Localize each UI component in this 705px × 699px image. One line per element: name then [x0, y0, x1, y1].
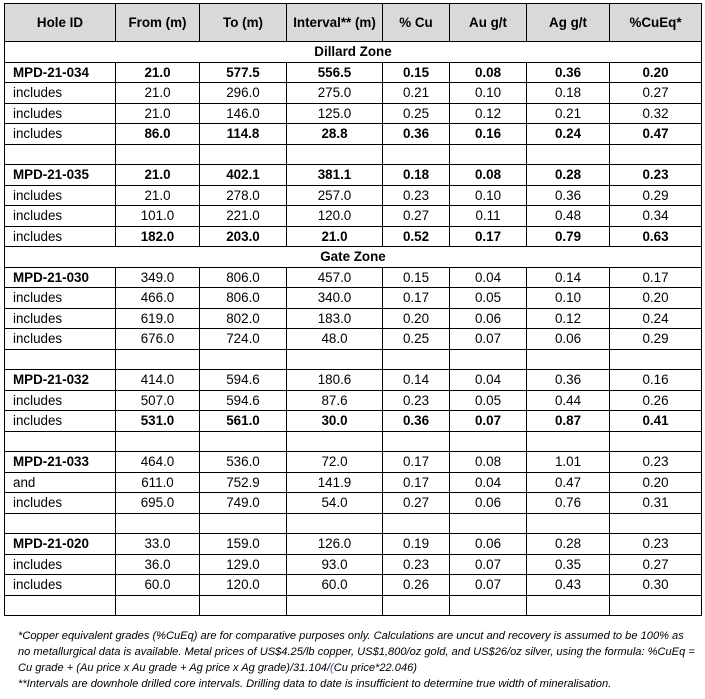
value-cell: 507.0 [116, 390, 200, 411]
value-cell: 0.30 [610, 575, 702, 596]
value-cell: 752.9 [200, 472, 287, 493]
value-cell: 0.23 [610, 165, 702, 186]
value-cell: 120.0 [200, 575, 287, 596]
value-cell: 464.0 [116, 452, 200, 473]
value-cell: 619.0 [116, 308, 200, 329]
table-row [5, 124, 702, 145]
spacer-row [5, 144, 702, 165]
value-cell: 21.0 [116, 62, 200, 83]
empty-cell [610, 144, 702, 165]
value-cell: 561.0 [200, 411, 287, 432]
value-cell: 0.17 [383, 288, 450, 309]
column-header: Interval** (m) [287, 4, 383, 42]
value-cell: 0.18 [383, 165, 450, 186]
value-cell: 0.08 [450, 452, 527, 473]
value-cell: 0.29 [610, 329, 702, 350]
value-cell: 0.28 [527, 534, 610, 555]
table-row [5, 411, 702, 432]
empty-cell [287, 431, 383, 452]
value-cell: 0.04 [450, 267, 527, 288]
value-cell: 0.23 [383, 390, 450, 411]
table-row [5, 554, 702, 575]
value-cell: 54.0 [287, 493, 383, 514]
hole-id-cell: MPD-21-020 [5, 534, 116, 555]
table-row [5, 329, 702, 350]
value-cell: 21.0 [116, 185, 200, 206]
value-cell: 594.6 [200, 390, 287, 411]
empty-cell [383, 513, 450, 534]
value-cell: 0.08 [450, 62, 527, 83]
value-cell: 126.0 [287, 534, 383, 555]
table-row [5, 390, 702, 411]
hole-id-cell: includes [5, 411, 116, 432]
value-cell: 0.12 [527, 308, 610, 329]
table-row [5, 83, 702, 104]
empty-cell [383, 144, 450, 165]
value-cell: 0.21 [383, 83, 450, 104]
hole-id-cell: MPD-21-030 [5, 267, 116, 288]
value-cell: 0.76 [527, 493, 610, 514]
value-cell: 0.34 [610, 206, 702, 227]
hole-id-cell: MPD-21-032 [5, 370, 116, 391]
value-cell: 0.12 [450, 103, 527, 124]
column-header: %CuEq* [610, 4, 702, 42]
empty-cell [287, 349, 383, 370]
value-cell: 0.06 [450, 493, 527, 514]
value-cell: 146.0 [200, 103, 287, 124]
value-cell: 93.0 [287, 554, 383, 575]
value-cell: 0.15 [383, 267, 450, 288]
empty-cell [383, 595, 450, 616]
empty-cell [450, 595, 527, 616]
value-cell: 60.0 [287, 575, 383, 596]
value-cell: 296.0 [200, 83, 287, 104]
empty-cell [610, 431, 702, 452]
empty-cell [116, 349, 200, 370]
value-cell: 60.0 [116, 575, 200, 596]
column-header: Au g/t [450, 4, 527, 42]
value-cell: 0.27 [383, 493, 450, 514]
value-cell: 0.27 [610, 554, 702, 575]
hole-id-cell: includes [5, 288, 116, 309]
empty-cell [200, 431, 287, 452]
table-body [5, 42, 702, 616]
hole-id-cell: includes [5, 83, 116, 104]
column-header: Ag g/t [527, 4, 610, 42]
value-cell: 182.0 [116, 226, 200, 247]
value-cell: 0.52 [383, 226, 450, 247]
empty-cell [200, 513, 287, 534]
empty-cell [5, 144, 116, 165]
table-row [5, 165, 702, 186]
hole-id-cell: includes [5, 124, 116, 145]
empty-cell [116, 431, 200, 452]
assay-results-table [4, 3, 702, 616]
value-cell: 0.21 [527, 103, 610, 124]
value-cell: 594.6 [200, 370, 287, 391]
empty-cell [527, 349, 610, 370]
empty-cell [383, 349, 450, 370]
table-row [5, 308, 702, 329]
empty-cell [5, 431, 116, 452]
footnotes [18, 628, 698, 692]
value-cell: 0.23 [610, 534, 702, 555]
value-cell: 1.01 [527, 452, 610, 473]
zone-header-row [5, 42, 702, 63]
value-cell: 806.0 [200, 267, 287, 288]
value-cell: 381.1 [287, 165, 383, 186]
table-row [5, 206, 702, 227]
value-cell: 0.26 [610, 390, 702, 411]
table-row [5, 370, 702, 391]
value-cell: 0.44 [527, 390, 610, 411]
value-cell: 349.0 [116, 267, 200, 288]
value-cell: 0.17 [383, 472, 450, 493]
value-cell: 101.0 [116, 206, 200, 227]
zone-header-row [5, 247, 702, 268]
value-cell: 33.0 [116, 534, 200, 555]
value-cell: 457.0 [287, 267, 383, 288]
empty-cell [200, 144, 287, 165]
empty-cell [287, 595, 383, 616]
empty-cell [610, 349, 702, 370]
value-cell: 0.20 [383, 308, 450, 329]
value-cell: 0.23 [610, 452, 702, 473]
empty-cell [527, 595, 610, 616]
value-cell: 0.31 [610, 493, 702, 514]
hole-id-cell: includes [5, 185, 116, 206]
value-cell: 340.0 [287, 288, 383, 309]
value-cell: 183.0 [287, 308, 383, 329]
footnote-link-mark: ( [330, 662, 334, 674]
value-cell: 141.9 [287, 472, 383, 493]
empty-cell [450, 144, 527, 165]
empty-cell [450, 431, 527, 452]
spacer-row [5, 595, 702, 616]
value-cell: 221.0 [200, 206, 287, 227]
value-cell: 0.06 [527, 329, 610, 350]
value-cell: 611.0 [116, 472, 200, 493]
value-cell: 0.43 [527, 575, 610, 596]
value-cell: 676.0 [116, 329, 200, 350]
value-cell: 0.20 [610, 472, 702, 493]
value-cell: 802.0 [200, 308, 287, 329]
value-cell: 21.0 [287, 226, 383, 247]
zone-label: Dillard Zone [5, 42, 702, 63]
value-cell: 0.17 [383, 452, 450, 473]
hole-id-cell: includes [5, 226, 116, 247]
value-cell: 806.0 [200, 288, 287, 309]
value-cell: 0.07 [450, 554, 527, 575]
value-cell: 114.8 [200, 124, 287, 145]
value-cell: 0.05 [450, 288, 527, 309]
empty-cell [383, 431, 450, 452]
hole-id-cell: MPD-21-035 [5, 165, 116, 186]
column-header: % Cu [383, 4, 450, 42]
value-cell: 0.26 [383, 575, 450, 596]
value-cell: 28.8 [287, 124, 383, 145]
empty-cell [527, 513, 610, 534]
empty-cell [116, 513, 200, 534]
footnote-intervals: **Intervals are downhole drilled core intervals. Drilling data to date is insufficient to determine true width of mineralisation. [18, 678, 612, 690]
value-cell: 531.0 [116, 411, 200, 432]
value-cell: 30.0 [287, 411, 383, 432]
value-cell: 0.36 [527, 62, 610, 83]
hole-id-cell: MPD-21-034 [5, 62, 116, 83]
hole-id-cell: includes [5, 103, 116, 124]
value-cell: 0.63 [610, 226, 702, 247]
value-cell: 0.32 [610, 103, 702, 124]
value-cell: 0.06 [450, 308, 527, 329]
value-cell: 0.25 [383, 329, 450, 350]
hole-id-cell: includes [5, 206, 116, 227]
value-cell: 0.15 [383, 62, 450, 83]
empty-cell [5, 513, 116, 534]
value-cell: 0.16 [450, 124, 527, 145]
value-cell: 0.36 [383, 124, 450, 145]
value-cell: 48.0 [287, 329, 383, 350]
table-row [5, 185, 702, 206]
table-header-row [5, 4, 702, 42]
value-cell: 0.87 [527, 411, 610, 432]
value-cell: 278.0 [200, 185, 287, 206]
empty-cell [450, 349, 527, 370]
value-cell: 0.07 [450, 329, 527, 350]
value-cell: 536.0 [200, 452, 287, 473]
empty-cell [287, 144, 383, 165]
value-cell: 695.0 [116, 493, 200, 514]
hole-id-cell: and [5, 472, 116, 493]
footnote-cueq: *Copper equivalent grades (%CuEq) are for comparative purposes only. Calculations are uncut and recovery is assumed to be 100% as no metallurgical data is available. Metal prices of US$4.25/lb copper, US$1,800/oz gold, and US$26/oz silver, using the formula: %CuEq = Cu grade + (Au price x Au grade + Ag price x Ag grade)/31.104/(Cu price*22.046) [18, 630, 695, 674]
value-cell: 0.11 [450, 206, 527, 227]
value-cell: 0.06 [450, 534, 527, 555]
empty-cell [200, 595, 287, 616]
table-row [5, 103, 702, 124]
value-cell: 0.14 [527, 267, 610, 288]
value-cell: 0.23 [383, 554, 450, 575]
value-cell: 36.0 [116, 554, 200, 575]
table-row [5, 493, 702, 514]
table-row [5, 472, 702, 493]
value-cell: 0.36 [383, 411, 450, 432]
empty-cell [527, 431, 610, 452]
value-cell: 87.6 [287, 390, 383, 411]
value-cell: 0.04 [450, 472, 527, 493]
value-cell: 0.17 [610, 267, 702, 288]
empty-cell [5, 349, 116, 370]
value-cell: 0.24 [610, 308, 702, 329]
value-cell: 21.0 [116, 83, 200, 104]
hole-id-cell: includes [5, 308, 116, 329]
empty-cell [610, 513, 702, 534]
value-cell: 0.14 [383, 370, 450, 391]
spacer-row [5, 349, 702, 370]
empty-cell [527, 144, 610, 165]
value-cell: 72.0 [287, 452, 383, 473]
value-cell: 0.07 [450, 411, 527, 432]
value-cell: 749.0 [200, 493, 287, 514]
value-cell: 0.79 [527, 226, 610, 247]
value-cell: 0.10 [450, 83, 527, 104]
hole-id-cell: includes [5, 554, 116, 575]
hole-id-cell: includes [5, 493, 116, 514]
value-cell: 125.0 [287, 103, 383, 124]
value-cell: 275.0 [287, 83, 383, 104]
table-row [5, 226, 702, 247]
value-cell: 159.0 [200, 534, 287, 555]
table-row [5, 534, 702, 555]
empty-cell [287, 513, 383, 534]
value-cell: 724.0 [200, 329, 287, 350]
empty-cell [610, 595, 702, 616]
value-cell: 0.29 [610, 185, 702, 206]
hole-id-cell: MPD-21-033 [5, 452, 116, 473]
column-header: Hole ID [5, 4, 116, 42]
value-cell: 203.0 [200, 226, 287, 247]
column-header: To (m) [200, 4, 287, 42]
value-cell: 0.17 [450, 226, 527, 247]
value-cell: 0.36 [527, 185, 610, 206]
value-cell: 0.47 [610, 124, 702, 145]
value-cell: 129.0 [200, 554, 287, 575]
zone-label: Gate Zone [5, 247, 702, 268]
value-cell: 0.47 [527, 472, 610, 493]
table-row [5, 288, 702, 309]
empty-cell [116, 595, 200, 616]
value-cell: 0.27 [383, 206, 450, 227]
table-row [5, 62, 702, 83]
value-cell: 414.0 [116, 370, 200, 391]
empty-cell [450, 513, 527, 534]
empty-cell [200, 349, 287, 370]
empty-cell [5, 595, 116, 616]
spacer-row [5, 513, 702, 534]
table-row [5, 452, 702, 473]
hole-id-cell: includes [5, 390, 116, 411]
value-cell: 577.5 [200, 62, 287, 83]
value-cell: 0.28 [527, 165, 610, 186]
hole-id-cell: includes [5, 329, 116, 350]
value-cell: 0.10 [450, 185, 527, 206]
spacer-row [5, 431, 702, 452]
hole-id-cell: includes [5, 575, 116, 596]
value-cell: 180.6 [287, 370, 383, 391]
table-row [5, 267, 702, 288]
value-cell: 0.05 [450, 390, 527, 411]
value-cell: 0.41 [610, 411, 702, 432]
value-cell: 402.1 [200, 165, 287, 186]
value-cell: 257.0 [287, 185, 383, 206]
value-cell: 0.25 [383, 103, 450, 124]
value-cell: 86.0 [116, 124, 200, 145]
value-cell: 0.27 [610, 83, 702, 104]
empty-cell [116, 144, 200, 165]
value-cell: 21.0 [116, 103, 200, 124]
value-cell: 0.35 [527, 554, 610, 575]
value-cell: 0.36 [527, 370, 610, 391]
value-cell: 0.08 [450, 165, 527, 186]
value-cell: 0.18 [527, 83, 610, 104]
value-cell: 556.5 [287, 62, 383, 83]
value-cell: 0.10 [527, 288, 610, 309]
value-cell: 0.24 [527, 124, 610, 145]
value-cell: 21.0 [116, 165, 200, 186]
value-cell: 0.19 [383, 534, 450, 555]
value-cell: 0.23 [383, 185, 450, 206]
value-cell: 466.0 [116, 288, 200, 309]
value-cell: 0.20 [610, 288, 702, 309]
value-cell: 0.48 [527, 206, 610, 227]
value-cell: 0.07 [450, 575, 527, 596]
value-cell: 0.04 [450, 370, 527, 391]
table-row [5, 575, 702, 596]
column-header: From (m) [116, 4, 200, 42]
value-cell: 0.16 [610, 370, 702, 391]
value-cell: 0.20 [610, 62, 702, 83]
value-cell: 120.0 [287, 206, 383, 227]
